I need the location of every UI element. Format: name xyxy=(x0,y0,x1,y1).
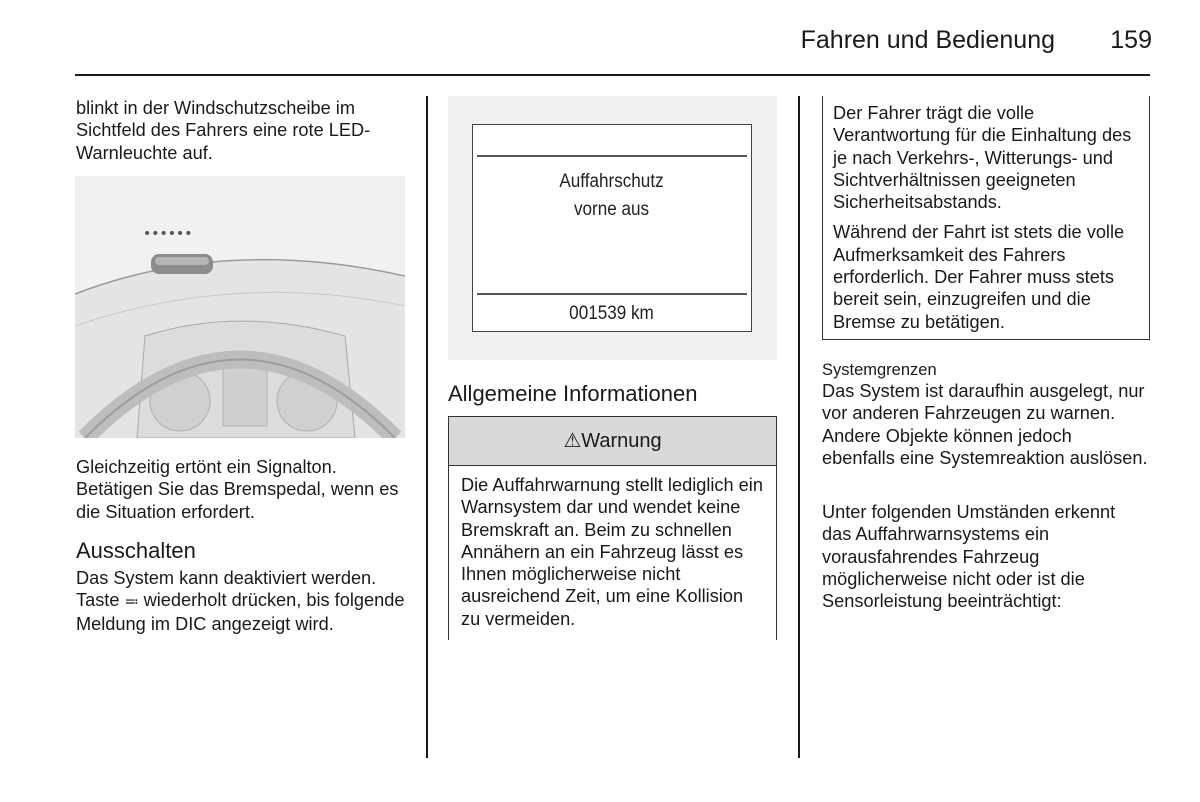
dic-top-rule xyxy=(477,155,747,157)
warning-header: ⚠Warnung xyxy=(448,416,777,466)
signal-paragraph: Gleichzeitig ertönt ein Signalton. Betätigen Sie das Bremspedal, wenn es die Situation erfordert. xyxy=(76,457,399,522)
systemgrenzen-paragraph-2: Unter folgenden Umständen erkennt das Auffahrwarnsystems ein vorausfahrendes Fahrzeug möglicherweise nicht oder ist die Sensorleistung beeinträchtigt: xyxy=(822,502,1116,612)
dic-display-figure xyxy=(448,96,777,360)
dic-display xyxy=(472,124,752,332)
windshield-illustration xyxy=(75,176,405,438)
led-dots: •••••• xyxy=(143,226,193,242)
collision-alert-button-icon: ≕ xyxy=(124,593,139,610)
windshield-led-illustration-icon xyxy=(75,176,405,438)
column-divider-right xyxy=(798,96,800,758)
systemgrenzen-paragraph-1: Das System ist daraufhin ausgelegt, nur vor anderen Fahrzeugen zu warnen. Andere Objekte können jedoch ebenfalls eine Systemreaktion auslösen. xyxy=(822,381,1148,468)
responsibility-paragraph-2: Während der Fahrt ist stets die volle Aufmerksamkeit des Fahrers erforderlich. Der Fahrer muss stets bereit sein, einzugreifen und die Bremse zu betätigen. xyxy=(833,222,1125,332)
ausschalten-paragraph: Das System kann deaktiviert werden. Taste ≕ wiederholt drücken, bis folgende Meldung im DIC angezeigt wird. xyxy=(76,568,405,634)
responsibility-box xyxy=(822,96,1150,340)
dic-odometer: 001539 km xyxy=(569,303,654,324)
systemgrenzen-heading: Systemgrenzen xyxy=(822,361,937,379)
page-header-title: Fahren und Bedienung xyxy=(800,26,1055,54)
ausschalten-heading: Ausschalten xyxy=(76,538,196,563)
column-divider-left xyxy=(426,96,428,758)
dic-message-line1: Auffahrschutz xyxy=(559,171,664,192)
intro-paragraph: blinkt in der Windschutzscheibe im Sichtfeld des Fahrers eine rote LED-Warnleuchte auf. xyxy=(76,98,371,163)
dic-message-line2: vorne aus xyxy=(573,199,650,220)
header-rule xyxy=(75,74,1150,76)
warning-box xyxy=(448,466,777,640)
page-number: 159 xyxy=(1110,26,1152,54)
allgemeine-informationen-heading: Allgemeine Informationen xyxy=(448,381,698,406)
dic-bottom-rule xyxy=(477,293,747,295)
responsibility-paragraph-1: Der Fahrer trägt die volle Verantwortung für die Einhaltung des je nach Verkehrs-, Witterungs- und Sichtverhältnissen geeigneten Sicherheitsabstands. xyxy=(833,103,1132,213)
warning-triangle-icon: ⚠ xyxy=(563,430,582,452)
warning-text: Die Auffahrwarnung stellt lediglich ein Warnsystem dar und wendet keine Bremskraft an. Beim zu schnellen Annähern an ein Fahrzeug lässt es Ihnen möglicherweise nicht ausreichend Zeit, um eine Kollision zu vermeiden. xyxy=(461,475,763,629)
